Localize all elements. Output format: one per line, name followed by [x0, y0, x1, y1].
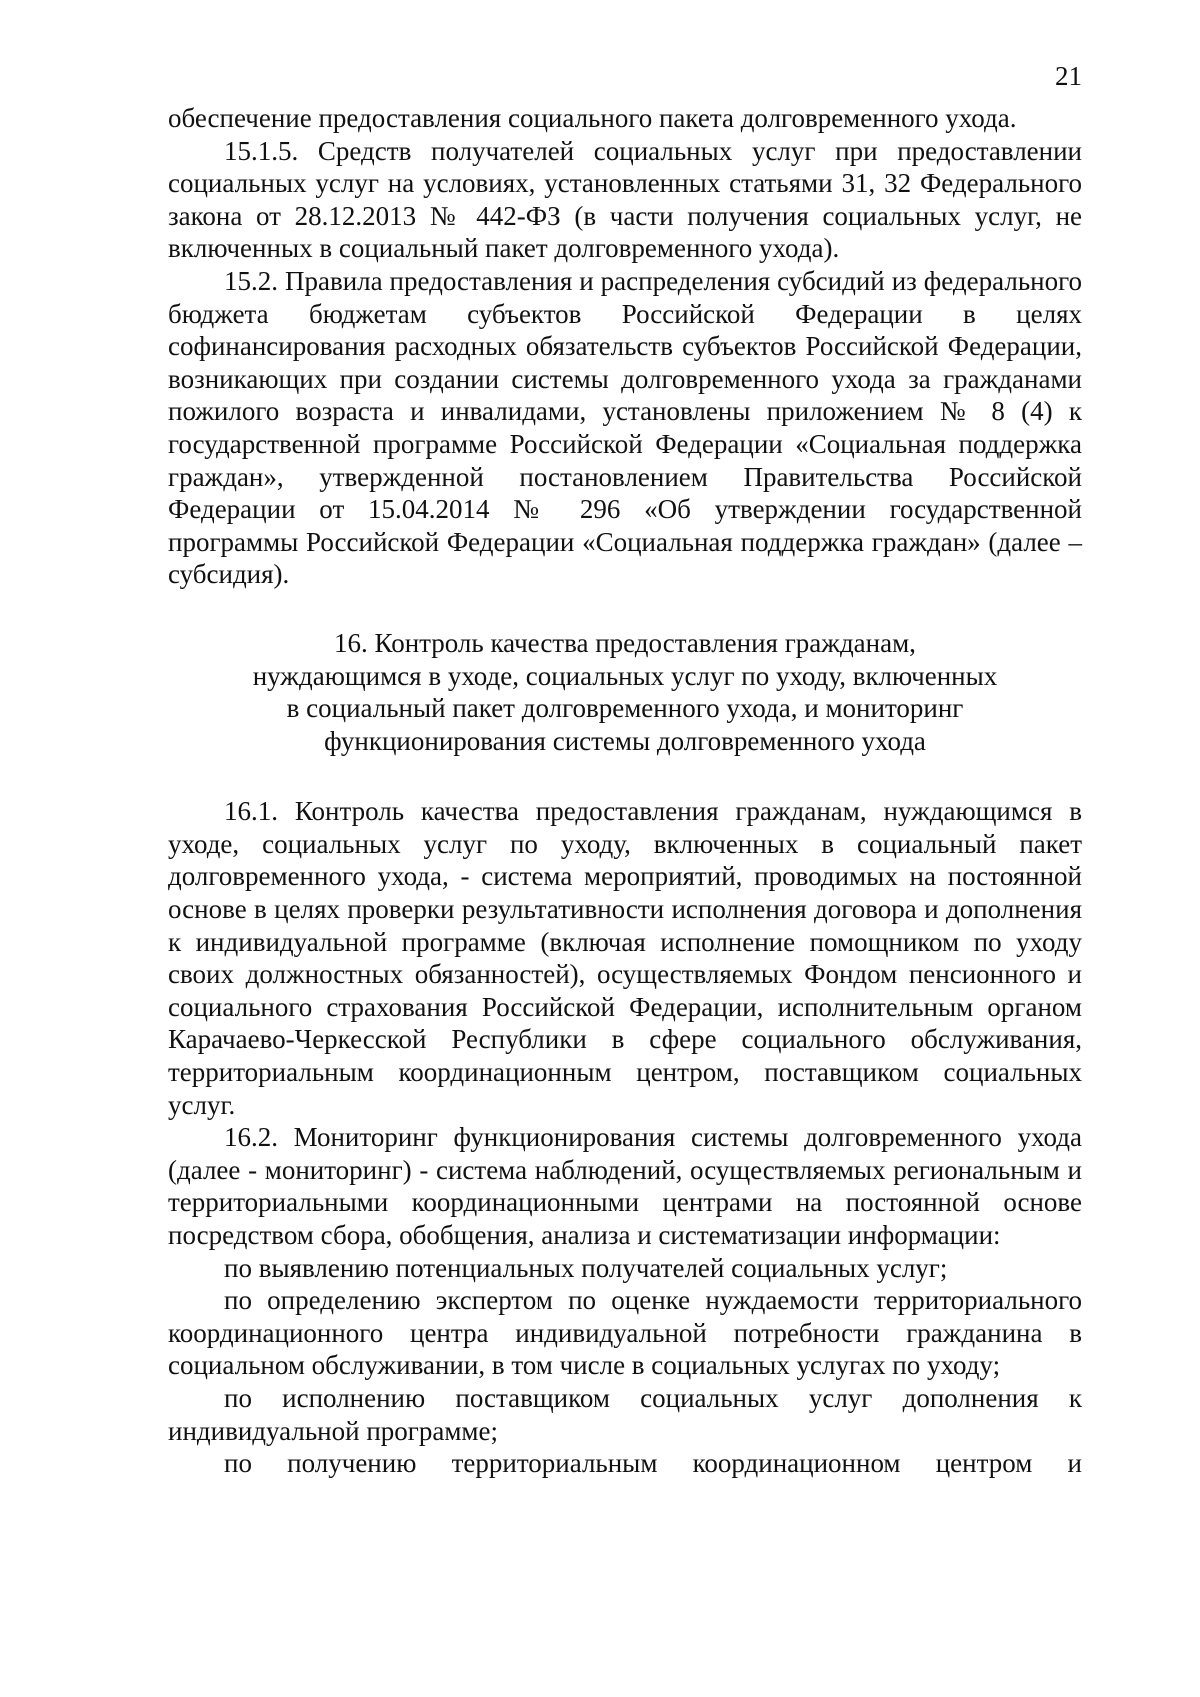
- heading-line: нуждающимся в уходе, социальных услуг по уходу, включенных: [252, 660, 998, 691]
- list-item-receipt: по получению территориальным координационном центром и: [224, 1448, 1082, 1479]
- paragraph-16-2: 16.2. Мониторинг функционирования системы долговременного ухода (далее - мониторинг) - система наблюдений, осуществляемых региональным и территориальными координационными центрами на постоянной основе посредством сбора, обобщения, анализа и систематизации информации:: [168, 1122, 1082, 1250]
- page-number: 21: [1055, 61, 1082, 91]
- list-item-assessment: по определению экспертом по оценке нуждаемости территориального координационного центра индивидуальной потребности гражданина в социальном обслуживании, в том числе в социальных услугах по уходу;: [168, 1285, 1082, 1381]
- document-body: [168, 102, 1082, 1480]
- section-heading-16: [168, 627, 1082, 757]
- heading-line: 16. Контроль качества предоставления гражданам,: [334, 627, 916, 658]
- paragraph-16-1: 16.1. Контроль качества предоставления гражданам, нуждающимся в уходе, социальных услуг по уходу, включенных в социальный пакет долговременного ухода, - система мероприятий, проводимых на постоянной основе в целях проверки результативности исполнения договора и дополнения к индивидуальной программе (включая исполнение помощником по уходу своих должностных обязанностей), осуществляемых Фондом пенсионного и социального страхования Российской Федерации, исполнительным органом Карачаево-Черкесской Республики в сфере социального обслуживания, территориальным координационным центром, поставщиком социальных услуг.: [168, 796, 1082, 1120]
- list-item-identification: по выявлению потенциальных получателей социальных услуг;: [224, 1252, 948, 1283]
- heading-line: функционирования системы долговременного ухода: [324, 725, 926, 756]
- paragraph-15-1-5: 15.1.5. Средств получателей социальных услуг при предоставлении социальных услуг на условиях, установленных статьями 31, 32 Федерального закона от 28.12.2013 № 442-ФЗ (в части получения социальных услуг, не включенных в социальный пакет долговременного ухода).: [168, 135, 1082, 264]
- paragraph-15-2: 15.2. Правила предоставления и распределения субсидий из федерального бюджета бюджетам субъектов Российской Федерации в целях софинансирования расходных обязательств субъектов Российской Федерации, возникающих при создании системы долговременного ухода за гражданами пожилого возраста и инвалидами, установлены приложением № 8 (4) к государственной программе Российской Федерации «Социальная поддержка граждан», утвержденной постановлением Правительства Российской Федерации от 15.04.2014 № 296 «Об утверждении государственной программы Российской Федерации «Социальная поддержка граждан» (далее – субсидия).: [168, 265, 1082, 590]
- paragraph-continuation: обеспечение предоставления социального пакета долговременного ухода.: [168, 103, 1017, 133]
- heading-line: в социальный пакет долговременного ухода, и мониторинг: [286, 693, 964, 724]
- list-item-execution: по исполнению поставщиком социальных услуг дополнения к индивидуальной программе;: [168, 1382, 1082, 1446]
